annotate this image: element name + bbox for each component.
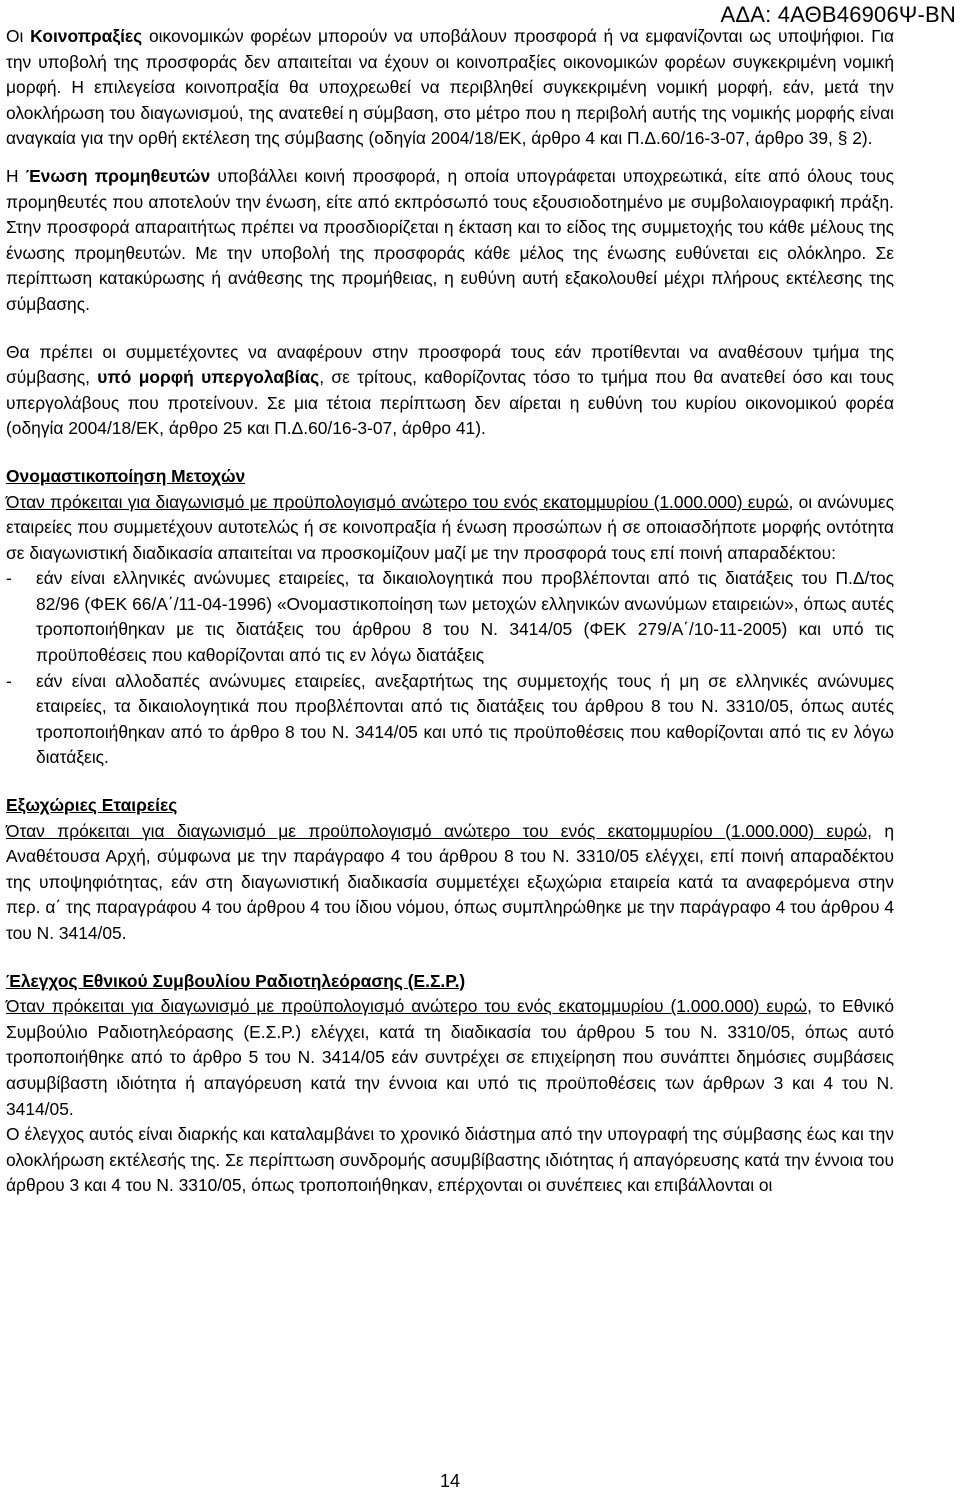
budget-condition: Όταν πρόκειται για διαγωνισμό με προϋπολογισμό ανώτερο του ενός εκατομμυρίου (1.000.000) ευρώ	[6, 820, 868, 841]
page-number: 14	[439, 1471, 461, 1491]
supplier-union-term: Ένωση προμηθευτών	[25, 165, 211, 186]
paragraph-share-registration: Όταν πρόκειται για διαγωνισμό με προϋπολογισμό ανώτερο του ενός εκατομμυρίου (1.000.000) ευρώ, οι ανώνυμες εταιρείες που συμμετέχουν αυτοτελώς ή σε κοινοπραξία ή ένωση προσώπων ή σε οποιασδήποτε μορφής οντότητα σε διαγωνιστική διαδικασία απαιτείται να προσκομίζουν μαζί με την προσφορά τους επί ποινή απαραδέκτου:	[6, 491, 895, 563]
paragraph-esr-control: Ο έλεγχος αυτός είναι διαρκής και καταλαμβάνει το χρονικό διάστημα από την υπογραφή της σύμβασης έως και την ολοκλήρωση εκτέλεσής της. Σε περίπτωση συνδρομής ασυμβίβαστης ιδιότητας ή απαγόρευσης κατά την έννοια του άρθρου 3 και 4 του Ν. 3310/05, όπως τροποποιήθηκαν, επέρχονται οι συνέπειες και επιβάλλονται οι	[6, 1124, 894, 1196]
paragraph-offshore: Όταν πρόκειται για διαγωνισμό με προϋπολογισμό ανώτερο του ενός εκατομμυρίου (1.000.000) ευρώ, η Αναθέτουσα Αρχή, σύμφωνα με την παράγραφο 4 του άρθρου 8 του Ν. 3310/05 ελέγχει, επί ποινή απαραδέκτου της υποψηφιότητας, εάν στη διαγωνιστική διαδικασία συμμετέχει εξωχώρια εταιρεία κατά τα αναφερόμενα στην περ. α΄ της παραγράφου 4 του άρθρου 4 του ίδιου νόμου, όπως συμπληρώθηκε με την παράγραφο 4 του άρθρου 4 του Ν. 3414/05.	[6, 820, 894, 943]
section-heading-share-registration: Ονομαστικοποίηση Μετοχών	[6, 465, 246, 486]
budget-condition: Όταν πρόκειται για διαγωνισμό με προϋπολογισμό ανώτερο του ενός εκατομμυρίου (1.000.000) ευρώ	[6, 491, 789, 512]
list-item: - εάν είναι ελληνικές ανώνυμες εταιρείες, τα δικαιολογητικά που προβλέπονται από τις διατάξεις του Π.Δ/τος 82/96 (ΦΕΚ 66/Α΄/11-04-1996) «Ονομαστικοποίηση των μετοχών ελληνικών ανωνύμων εταιρειών», όπως αυτές τροποποιήθηκαν με τις διατάξεις του άρθρου 8 του Ν. 3414/05 (ΦΕΚ 279/Α΄/10-11-2005) και υπό τις προϋποθέσεις που καθορίζονται από τις εν λόγω διατάξεις	[6, 568, 894, 666]
document-body	[6, 24, 894, 1199]
ada-code: ΑΔΑ: 4ΑΘΒ46906Ψ-ΒΝ	[720, 2, 956, 27]
section-heading-esr: Έλεγχος Εθνικού Συμβουλίου Ραδιοτηλεόρασης (Ε.Σ.Ρ.)	[6, 970, 466, 991]
list-item: - εάν είναι αλλοδαπές ανώνυμες εταιρείες, ανεξαρτήτως της συμμετοχής τους ή μη σε ελληνικές ανώνυμες εταιρείες, τα δικαιολογητικά που προβλέπονται από τις διατάξεις του άρθρου 8 του Ν. 3310/05, όπως αυτές τροποποιήθηκαν από το άρθρο 8 του Ν. 3414/05 και υπό τις προϋποθέσεις που καθορίζονται από τις εν λόγω διατάξεις.	[6, 670, 894, 768]
subcontracting-term: υπό μορφή υπεργολαβίας	[97, 367, 320, 388]
paragraph-subcontracting: Θα πρέπει οι συμμετέχοντες να αναφέρουν στην προσφορά τους εάν προτίθενται να αναθέσουν τμήμα της σύμβασης, υπό μορφή υπεργολαβίας, σε τρίτους, καθορίζοντας τόσο το τμήμα που θα ανατεθεί όσο και τους υπεργολάβους που προτείνουν. Σε μια τέτοια περίπτωση δεν αίρεται η ευθύνη του κυρίου οικονομικού φορέα (οδηγία 2004/18/ΕΚ, άρθρο 25 και Π.Δ.60/16-3-07, άρθρο 41).	[6, 341, 894, 439]
paragraph-esr: Όταν πρόκειται για διαγωνισμό με προϋπολογισμό ανώτερο του ενός εκατομμυρίου (1.000.000) ευρώ, το Εθνικό Συμβούλιο Ραδιοτηλεόρασης (Ε.Σ.Ρ.) ελέγχει, κατά τη διαδικασία του άρθρου 5 του Ν. 3310/05, όπως αυτό τροποποιήθηκε από το άρθρο 5 του Ν. 3414/05 εάν συντρέχει σε επιχείρηση που συνάπτει δημόσιες συμβάσεις ασυμβίβαστη ιδιότητα ή απαγόρευση κατά την έννοια και υπό τις προϋποθέσεις των άρθρων 3 και 4 του Ν. 3414/05.	[6, 996, 895, 1119]
joint-ventures-term: Κοινοπραξίες	[30, 26, 143, 46]
section-heading-offshore: Εξωχώριες Εταιρείες	[6, 795, 178, 816]
budget-condition: Όταν πρόκειται για διαγωνισμό με προϋπολογισμό ανώτερο του ενός εκατομμυρίου (1.000.000) ευρώ	[6, 996, 808, 1017]
paragraph-joint-ventures: Οι Κοινοπραξίες οικονομικών φορέων μπορούν να υποβάλουν προσφορά ή να εμφανίζονται ως υποψήφιοι. Για την υποβολή της προσφοράς δεν απαιτείται να έχουν οι κοινοπραξίες οικονομικών φορέων συγκεκριμένη νομική μορφή. Η επιλεγείσα κοινοπραξία θα υποχρεωθεί να περιβληθεί συγκεκριμένη νομική μορφή, εάν, μετά την ολοκλήρωση του διαγωνισμού, της ανατεθεί η σύμβαση, στο μέτρο που η περιβολή αυτής της νομικής μορφής είναι αναγκαία για την ορθή εκτέλεση της σύμβασης (οδηγία 2004/18/ΕΚ, άρθρο 4 και Π.Δ.60/16-3-07, άρθρο 39, § 2).	[6, 26, 894, 149]
paragraph-supplier-union: Η Ένωση προμηθευτών υποβάλλει κοινή προσφορά, η οποία υπογράφεται υποχρεωτικά, είτε από όλους τους προμηθευτές που αποτελούν την ένωση, είτε από εκπρόσωπό τους εξουσιοδοτημένο με συμβολαιογραφική πράξη. Στην προσφορά απαραιτήτως πρέπει να προσδιορίζεται η έκταση και το είδος της συμμετοχής του κάθε μέλους της ένωσης προμηθευτών. Με την υποβολή της προσφοράς κάθε μέλος της ένωσης ευθύνεται εις ολόκληρο. Σε περίπτωση κατακύρωσης ή ανάθεσης της προμήθειας, η ευθύνη αυτή εξακολουθεί μέχρι πλήρους εκτέλεσης της σύμβασης.	[6, 165, 894, 314]
